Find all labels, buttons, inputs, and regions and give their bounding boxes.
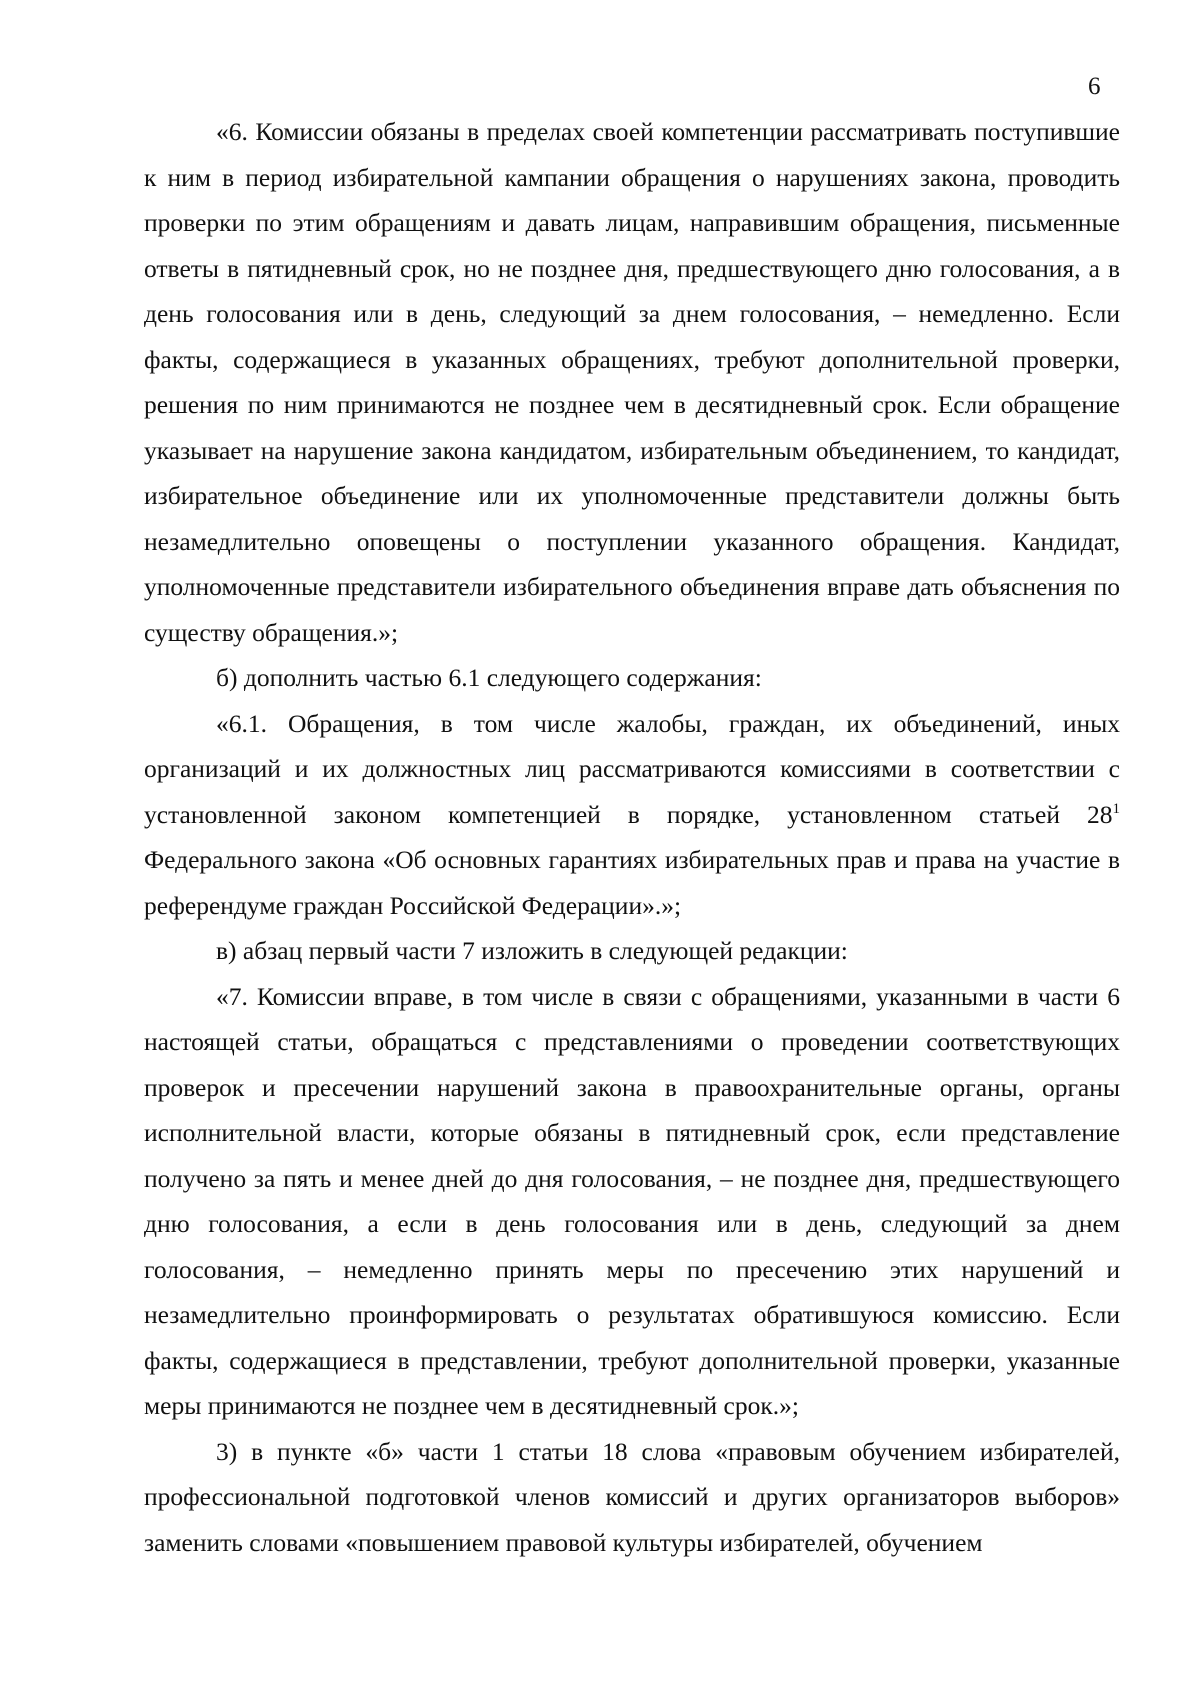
paragraph-text: «6.1. Обращения, в том числе жалобы, граждан, их объединений, иных организаций и их должностных лиц рассматриваются комиссиями в соответствии с установленной законом компетенцией в порядке, установленном статьей 28 (144, 708, 1120, 829)
paragraph-part-7: «7. Комиссии вправе, в том числе в связи с обращениями, указанными в части 6 настоящей статьи, обращаться с представлениями о проведении соответствующих проверок и пресечении нарушений закона в правоохранительные органы, органы исполнительной власти, которые обязаны в пятидневный срок, если представление получено за пять и менее дней до дня голосования, – не позднее дня, предшествующего дню голосования, а если в день голосования или в день, следующий за днем голосования, – немедленно принять меры по пресечению этих нарушений и незамедлительно проинформировать о результатах обратившуюся комиссию. Если факты, содержащиеся в представлении, требуют дополнительной проверки, указанные меры принимаются не позднее чем в десятидневный срок.»; (144, 981, 1120, 1420)
paragraph-part-6-1 (144, 701, 1120, 929)
paragraph-text-continued: Федерального закона «Об основных гарантиях избирательных прав и права на участие в референдуме граждан Российской Федерации».»; (144, 845, 1120, 920)
paragraph-part-6: «6. Комиссии обязаны в пределах своей компетенции рассматривать поступившие к ним в период избирательной кампании обращения о нарушениях закона, проводить проверки по этим обращениям и давать лицам, направившим обращения, письменные ответы в пятидневный срок, но не позднее дня, предшествующего дню голосования, а в день голосования или в день, следующий за днем голосования, – немедленно. Если факты, содержащиеся в указанных обращениях, требуют дополнительной проверки, решения по ним принимаются не позднее чем в десятидневный срок. Если обращение указывает на нарушение закона кандидатом, избирательным объединением, то кандидат, избирательное объединение или их уполномоченные представители должны быть незамедлительно оповещены о поступлении указанного обращения. Кандидат, уполномоченные представители избирательного объединения вправе дать объяснения по существу обращения.»; (144, 117, 1120, 647)
paragraph-item-v: в) абзац первый части 7 изложить в следующей редакции: (216, 936, 848, 965)
paragraph-item-3: 3) в пункте «б» части 1 статьи 18 слова «правовым обучением избирателей, профессиональной подготовкой членов комиссий и других организаторов выборов» заменить словами «повышением правовой культуры избирателей, обучением (144, 1436, 1120, 1557)
page-number: 6 (1088, 73, 1101, 100)
paragraph-item-b: б) дополнить частью 6.1 следующего содержания: (216, 663, 762, 692)
document-body (144, 109, 1120, 1565)
superscript-article-number: 1 (1112, 800, 1120, 817)
